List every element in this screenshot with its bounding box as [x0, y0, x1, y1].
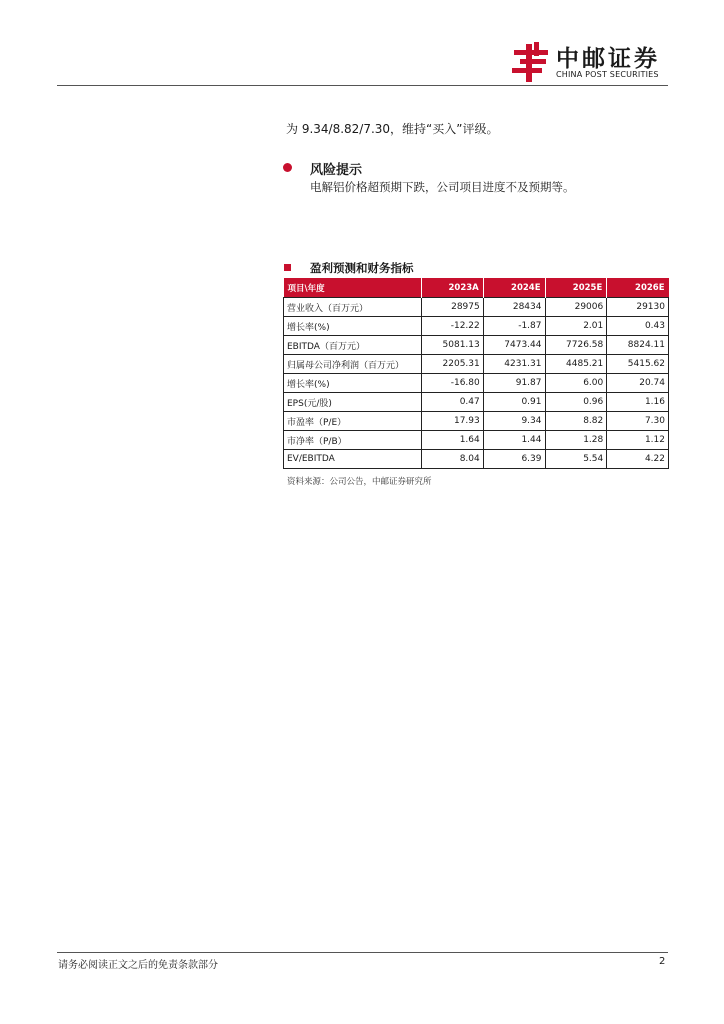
table-row [284, 374, 669, 393]
table-cell: 2.01 [545, 317, 607, 336]
table-cell: -16.80 [422, 374, 484, 393]
row-label: EPS(元/股) [284, 393, 422, 412]
table-cell: 7726.58 [545, 336, 607, 355]
table-row [284, 393, 669, 412]
table-header-row [284, 278, 669, 298]
table-bullet-icon [284, 264, 291, 271]
risk-text: 电解铝价格超预期下跌，公司项目进度不及预期等。 [310, 180, 575, 194]
table-row [284, 336, 669, 355]
china-post-logo-icon [512, 42, 550, 82]
table-row [284, 450, 669, 469]
row-label: 市盈率（P/E） [284, 412, 422, 431]
table-cell: 9.34 [483, 412, 545, 431]
column-header-2025e: 2025E [545, 278, 607, 298]
table-cell: -12.22 [422, 317, 484, 336]
table-cell: 29130 [607, 298, 669, 317]
row-label: 增长率(%) [284, 317, 422, 336]
table-cell: 1.64 [422, 431, 484, 450]
table-cell: 4231.31 [483, 355, 545, 374]
row-label: EBITDA（百万元） [284, 336, 422, 355]
footer-disclaimer: 请务必阅读正文之后的免责条款部分 [58, 960, 218, 971]
financial-forecast-table [283, 278, 669, 469]
table-row [284, 317, 669, 336]
page-number: 2 [659, 956, 666, 967]
table-row [284, 355, 669, 374]
table-cell: 1.16 [607, 393, 669, 412]
column-header-2023a: 2023A [422, 278, 484, 298]
table-cell: 8824.11 [607, 336, 669, 355]
table-cell: 0.96 [545, 393, 607, 412]
table-cell: 91.87 [483, 374, 545, 393]
table-cell: -1.87 [483, 317, 545, 336]
risk-bullet-icon [283, 163, 292, 172]
table-cell: 29006 [545, 298, 607, 317]
row-label: 市净率（P/B） [284, 431, 422, 450]
table-cell: 8.04 [422, 450, 484, 469]
row-label: EV/EBITDA [284, 450, 422, 469]
table-title: 盈利预测和财务指标 [310, 261, 414, 275]
table-cell: 17.93 [422, 412, 484, 431]
header-divider [57, 85, 668, 86]
table-row [284, 298, 669, 317]
table-cell: 6.00 [545, 374, 607, 393]
column-header-2024e: 2024E [483, 278, 545, 298]
logo-english-name: CHINA POST SECURITIES [556, 70, 659, 79]
row-label: 归属母公司净利润（百万元） [284, 355, 422, 374]
table-cell: 5.54 [545, 450, 607, 469]
row-label: 营业收入（百万元） [284, 298, 422, 317]
table-row [284, 412, 669, 431]
table-cell: 2205.31 [422, 355, 484, 374]
company-logo [512, 42, 672, 84]
table-cell: 7.30 [607, 412, 669, 431]
risk-heading: 风险提示 [310, 163, 363, 178]
table-cell: 0.43 [607, 317, 669, 336]
table-cell: 1.44 [483, 431, 545, 450]
table-cell: 4485.21 [545, 355, 607, 374]
table-cell: 7473.44 [483, 336, 545, 355]
table-cell: 8.82 [545, 412, 607, 431]
table-cell: 1.28 [545, 431, 607, 450]
table-cell: 1.12 [607, 431, 669, 450]
table-cell: 0.47 [422, 393, 484, 412]
table-cell: 6.39 [483, 450, 545, 469]
table-cell: 28434 [483, 298, 545, 317]
table-cell: 20.74 [607, 374, 669, 393]
row-label: 增长率(%) [284, 374, 422, 393]
logo-chinese-name: 中邮证券 [556, 46, 660, 72]
table-cell: 4.22 [607, 450, 669, 469]
table-row [284, 431, 669, 450]
table-cell: 0.91 [483, 393, 545, 412]
table-source-note: 资料来源：公司公告，中邮证券研究所 [287, 477, 432, 487]
table-cell: 5415.62 [607, 355, 669, 374]
table-cell: 28975 [422, 298, 484, 317]
column-header-2026e: 2026E [607, 278, 669, 298]
table-cell: 5081.13 [422, 336, 484, 355]
footer-divider [57, 952, 668, 953]
column-header-item: 项目\年度 [284, 278, 422, 298]
rating-continuation-text: 为 9.34/8.82/7.30，维持“买入”评级。 [286, 122, 499, 136]
